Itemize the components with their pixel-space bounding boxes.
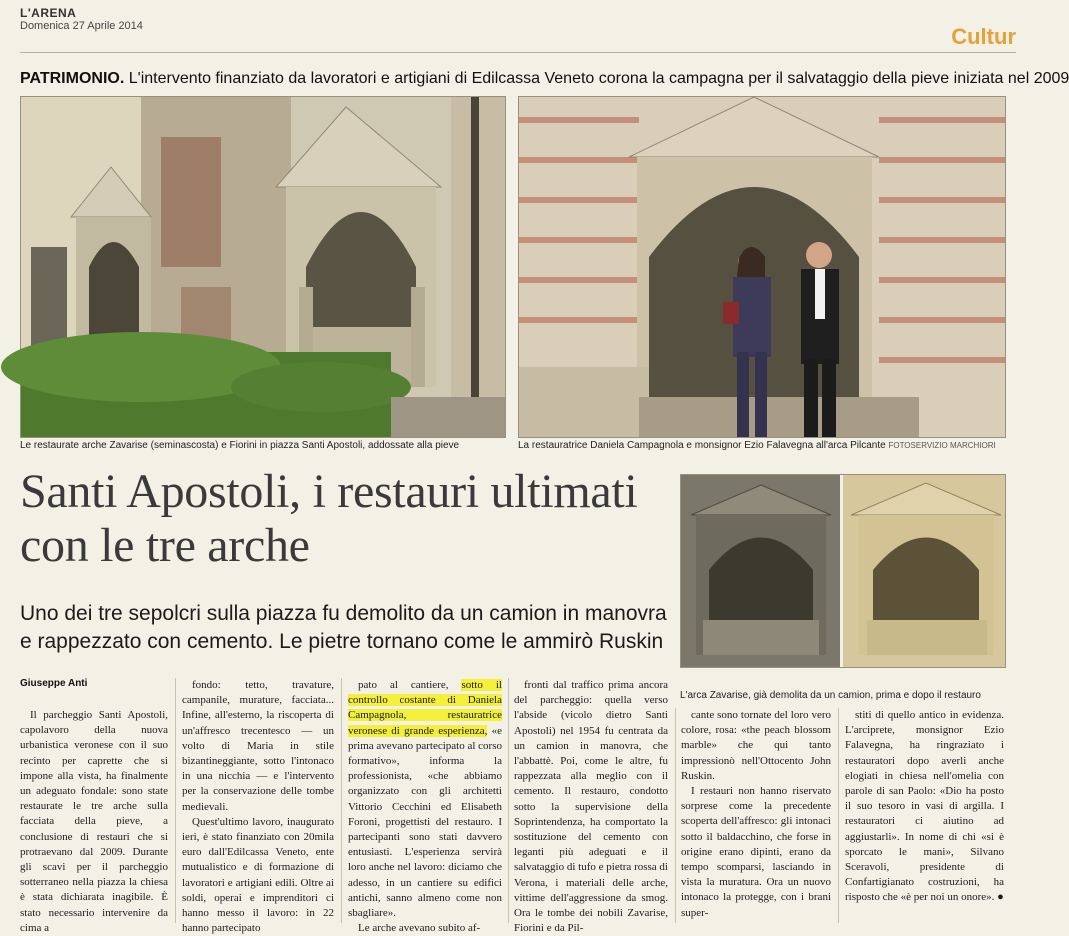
section-label: Cultur [951, 24, 1016, 49]
article-paragraph: Quest'ultimo lavoro, inaugurato ieri, è stato finanziato con 20mila euro dall'Edilcassa Veneto, ente mutualistico e di formazione di lavoratori e artigiani edili. Oltre ai soldi, operai e imprenditori ci hanno messo il lavoro: in 22 hanno partecipato [182, 815, 334, 935]
photo-caption [518, 440, 1004, 451]
column-divider [838, 708, 839, 923]
article-paragraph: fronti dal traffico prima ancora del parcheggio: quella verso l'abside (vicolo dietro Santi Apostoli) nel 1954 fu centrata da un camion in manovra, che l'abbattè. Poi, come le altre, fu rappezzata alla meglio con il cemento. Il restauro, condotto sotto la supervisione della Soprintendenza, ha comportato la sostituzione del cemento con leganti più adeguati e il salvataggio di tufo e pietra rossa di Verona, i materiali delle arche, vittime dell'aggressione da smog. Ora le tombe dei nobili Zavarise, Fiorini e da Pil- [514, 679, 668, 935]
article-paragraph [348, 678, 502, 921]
article-paragraph: fondo: tetto, travature, campanile, murature, facciata... Infine, all'esterno, la riscoperta di un'affresco trecentesco — un volto di Maria in stile bizantineggiante, sotto l'intonaco in una nicchia — e l'intervento per la conservazione delle tombe medievali. [182, 679, 334, 813]
highlighted-text: sotto il controllo costante di Daniela Campagnola, restauratrice veronese di grande esperienza, [348, 679, 502, 737]
column-divider [341, 678, 342, 923]
newspaper-name: L'ARENA [20, 6, 77, 20]
top-rule [20, 52, 1016, 53]
article-text: pato al cantiere, [358, 679, 462, 691]
byline: Giuseppe Anti [20, 678, 88, 689]
article-column-1 [20, 708, 168, 934]
photo-arches-piazza-image [21, 97, 505, 437]
article-column-5 [681, 708, 831, 923]
photo-caption: L'arca Zavarise, già demolita da un camion, prima e dopo il restauro [680, 690, 981, 701]
photo-caption-text: La restauratrice Daniela Campagnola e monsignor Ezio Falavegna all'arca Pilcante [518, 440, 886, 451]
article-paragraph: I restauri non hanno riservato sorprese come la precedente scoperta dell'affresco: gli intonaci sotto il baldacchino, che forse in origine erano dipinti, erano da tempo scomparsi, lasciando in vista la muratura. Ora un nuovo intonaco la protegge, con i brani super- [681, 785, 831, 919]
photo-arches-piazza [20, 96, 506, 438]
photo-credit: FOTOSERVIZIO MARCHIORI [888, 441, 996, 450]
headline: Santi Apostoli, i restauri ultimati con le tre arche [20, 465, 638, 572]
photo-before-after [680, 474, 1006, 668]
kicker [20, 70, 1069, 88]
photo-restorer-monsignor-image [519, 97, 1005, 437]
article-paragraph: Le arche avevano subito af- [358, 922, 481, 935]
column-divider [175, 678, 176, 923]
masthead [20, 6, 143, 32]
article-column-6 [845, 708, 1004, 923]
issue-date: Domenica 27 Aprile 2014 [20, 20, 143, 32]
photo-before-after-image [681, 475, 1005, 667]
article-column-3 [348, 678, 502, 935]
article-column-2 [182, 678, 334, 935]
article-paragraph: stiti di quello antico in evidenza. L'arciprete, monsignor Ezio Falavegna, ha ringraziato i restauratori dopo averli anche elogiati in chiesa nell'omelia con parole di san Paolo: «Dio ha posto il suo tesoro in vasi di argilla. I restauratori ci aiutino ad aggiustarli». In nome di chi «si è sporcato le mani», Silvano Sceravoli, presidente di Confartigianato costruzioni, ha risposto che «è per noi un onore». ● [845, 709, 1004, 904]
article-paragraph: cante sono tornate del loro vero colore, rosa: «the peach blossom marble» che qui tanto impressionò nell'Ottocento John Ruskin. [681, 709, 831, 782]
kicker-lead: PATRIMONIO. [20, 70, 125, 87]
article-paragraph: Il parcheggio Santi Apostoli, capolavoro della nuova urbanistica veronese con il suo recinto per caprette che si impone alla vista, ha finalmente un adeguato fondale: sono state restaurate le tre arche sulla facciata della pieve, a conclusione di restauri che si protraevano dal 2009. Durante gli scavi per il parcheggio sotterraneo nella piazza la chiesa è stata dichiarata inagibile. È stato necessario intervenire da cima a [20, 709, 168, 934]
photo-restorer-monsignor [518, 96, 1006, 438]
photo-caption: Le restaurate arche Zavarise (seminascosta) e Fiorini in piazza Santi Apostoli, addossate alla pieve [20, 440, 460, 451]
column-divider [675, 708, 676, 923]
subhead: Uno dei tre sepolcri sulla piazza fu demolito da un camion in manovra e rappezzato con cemento. Le pietre tornano come le ammirò Ruskin [20, 602, 667, 653]
kicker-text: L'intervento finanziato da lavoratori e artigiani di Edilcassa Veneto corona la campagna per il salvataggio della pieve iniziata nel 2009 [128, 70, 1069, 87]
column-divider [508, 678, 509, 923]
article-text: «e prima avevano partecipato al corso formativo», informa la professionista, «che abbiamo organizzato con gli architetti Vittorio Cecchini ed Elisabeth Foroni, progettisti del restauro. I partecipanti sono stati davvero entusiasti. L'esperienza servirà loro anche nel lavoro: diciamo che adesso, in un cantiere su edifici antichi, sanno almeno come non sbagliare». [348, 724, 502, 920]
article-column-4 [514, 678, 668, 935]
